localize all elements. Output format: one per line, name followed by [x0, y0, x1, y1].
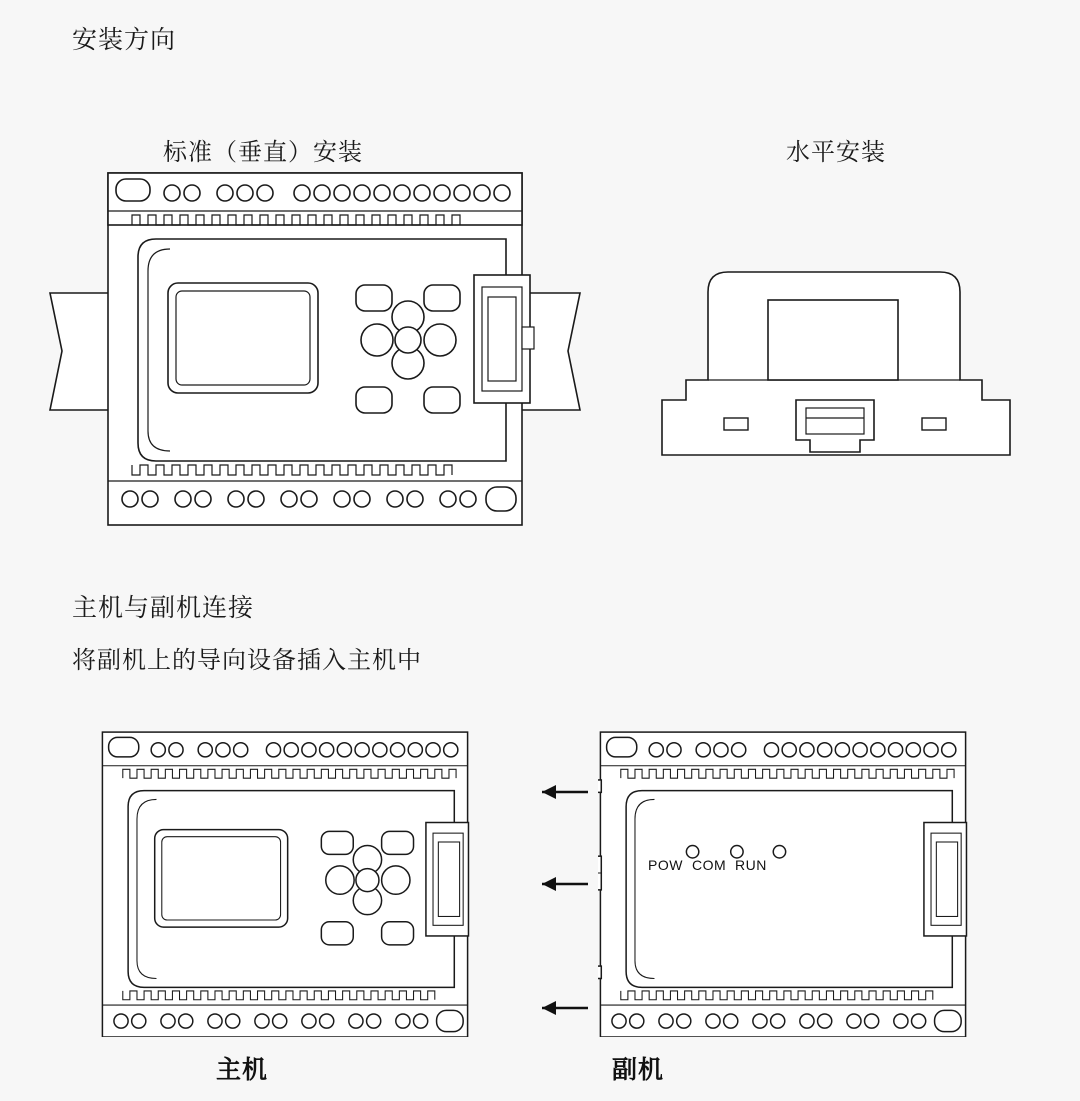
caption-slave-unit: 副机 — [612, 1057, 665, 1084]
arrow-icon-middle — [542, 877, 588, 891]
vertical-mounting-drawing — [40, 165, 600, 535]
led-label-com: COM — [692, 857, 727, 873]
expansion-port — [474, 275, 534, 403]
connection-arrows — [500, 770, 590, 1030]
lcd-screen — [168, 283, 318, 393]
master-unit-drawing — [100, 725, 470, 1037]
caption-master-unit: 主机 — [216, 1057, 269, 1084]
lcd-screen-side — [768, 300, 898, 380]
horizontal-mounting-drawing — [650, 240, 1040, 470]
lcd-screen — [155, 830, 288, 928]
figure-horizontal-mounting — [650, 240, 1040, 470]
arrow-icon-bottom — [542, 1001, 588, 1015]
arrow-icon-top — [542, 785, 588, 799]
led-label-run: RUN — [735, 857, 767, 873]
section-heading-master-slave-connection: 主机与副机连接 — [72, 594, 255, 622]
figure-slave-unit — [598, 725, 968, 1037]
caption-horizontal-mounting: 水平安装 — [786, 139, 886, 166]
expansion-port — [924, 823, 967, 936]
caption-vertical-mounting: 标准（垂直）安装 — [163, 139, 363, 166]
front-panel — [626, 791, 952, 988]
top-terminal-block — [108, 173, 522, 225]
figure-master-unit — [100, 725, 470, 1037]
section-heading-mounting-direction: 安装方向 — [72, 26, 177, 54]
clip-left — [724, 418, 748, 430]
figure-vertical-mounting — [40, 165, 600, 535]
slave-unit-drawing — [598, 725, 968, 1037]
expansion-port — [426, 823, 469, 936]
clip-right — [922, 418, 946, 430]
led-label-pow: POW — [648, 857, 683, 873]
section-subheading-insert-guide: 将副机上的导向设备插入主机中 — [72, 647, 422, 674]
